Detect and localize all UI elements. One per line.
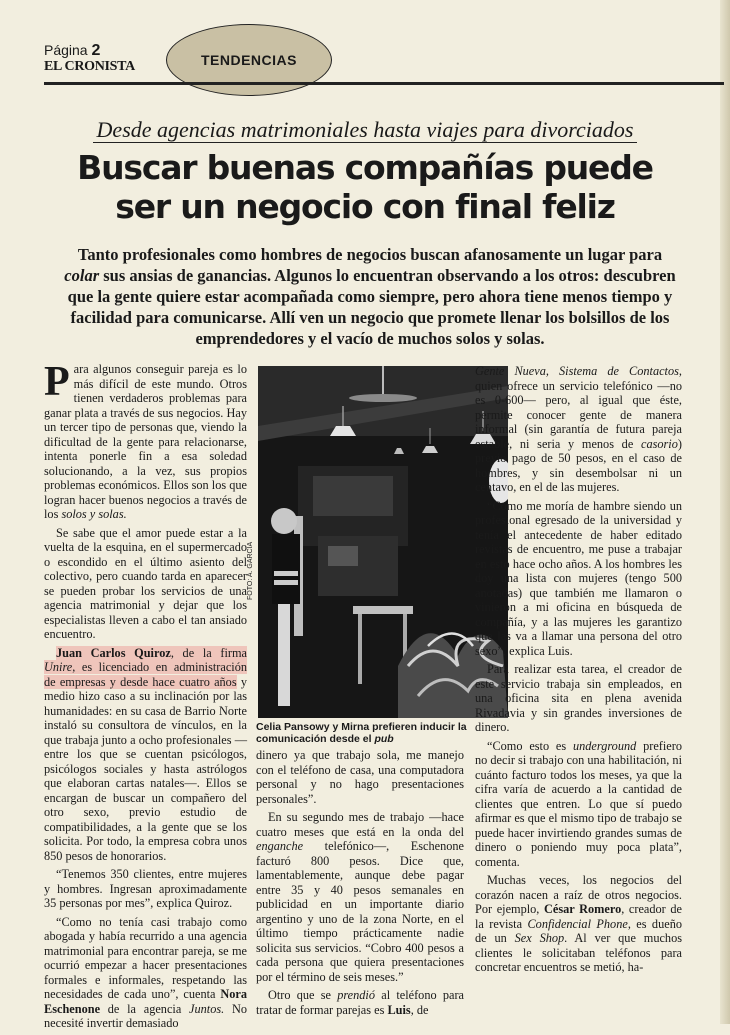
headline-line-2: ser un negocio con final feliz <box>115 187 615 226</box>
page-edge <box>720 0 730 1024</box>
column-2 <box>256 748 464 1021</box>
article-lede: Tanto profesionales como hombres de negocios buscan afanosamente un lugar para colar sus ansias de ganancias. Algunos lo encuentran observando a los otros: descubren que la gente quiere estar acompañada como siempre, pero ahora tiene menos tiempo y facilidad para comunicarse. Allí ven un negocio que promete llenar los bolsillos de los emprendedores y el vacío de muchos solos y solas. <box>64 245 676 348</box>
paragraph: Gente Nueva, Sistema de Contactos, quien ofrece un servicio telefónico —no es 0-600— pero, al igual que éste, permite conocer gente de manera informal (sin garantía de futura pareja estable, ni seria y menos de casorio) previo pago de 50 pesos, en el caso de hombres, y sin desembolsar ni un centavo, en el de las mujeres. <box>475 364 682 494</box>
paragraph: Otro que se prendió al teléfono para tratar de formar parejas es Luis, de <box>256 988 464 1017</box>
headline-line-1: Buscar buenas compañías puede <box>77 148 653 187</box>
paragraph: “Como esto es underground prefiero no decir si trabajo con una habilitación, ni cuánto facturo todos los meses, ya que la cifra varía de acuerdo a la cantidad de clientes que entren. Lo que sí puedo afirmar es que el mismo tipo de trabajo se puede hacer invirtiendo grandes sumas de dinero o poniendo muy poca plata”, comenta. <box>475 738 682 869</box>
highlighted-text: Juan Carlos Quiroz, de la firma Unire, es licenciado en administración de empresas y desde hace cuatro años <box>44 645 247 689</box>
paragraph: Muchas veces, los negocios del corazón nacen a raíz de otros negocios. Por ejemplo, César Romero, creador de la revista Confidencial Phone, es dueño de un Sex Shop. Al ver que muchos clientes le solicitaban teléfonos para concretar encuentros se metió, ha- <box>475 873 683 974</box>
paragraph: Para realizar esta tarea, el creador de este servicio trabaja sin empleados, en una oficina sita en plena avenida Rivadavia y sin grandes inversiones de dinero. <box>475 662 682 734</box>
article-photo <box>258 366 508 718</box>
paragraph: “Como me moría de hambre siendo un profesional egresado de la universidad y tenía el antecedente de haber editado revistas de encuentro, me puse a trabajar en esto hace ocho años. A los hombres les doy una lista con mujeres (tengo 500 anotadas) que también me llamaron o vinieron a mi oficina en búsqueda de compañía, y a las mujeres les garantizo que las va a llamar una persona del otro sexo”, explica Luis. <box>475 498 682 658</box>
paragraph: “Como no tenía casi trabajo como abogada y había recurrido a una agencia matrimonial para encontrar pareja, se me ocurrió empezar a hacer presentaciones formales e informales, respetando las necesidades de cada uno”, cuenta Nora Eschenone de la agencia Juntos. No necesité invertir demasiado <box>44 914 248 1030</box>
photo-credit: FOTO: A. GARCIA <box>247 541 254 600</box>
paragraph: dinero ya que trabajo sola, me manejo con el teléfono de casa, una computadora personal y no hago presentaciones personales”. <box>256 748 464 806</box>
paragraph: “Tenemos 350 clientes, entre mujeres y hombres. Ingresan aproximadamente 35 personas por mes”, explica Quiroz. <box>44 867 247 910</box>
newspaper-name: EL CRONISTA <box>44 59 135 74</box>
column-1 <box>44 359 248 1035</box>
column-3 <box>475 364 682 979</box>
photo-caption: Celia Pansowy y Mirna prefieren inducir la comunicación desde el pub <box>256 721 467 745</box>
paragraph: Para algunos conseguir pareja es lo más difícil de este mundo. Otros tienen verdaderos problemas para ganar plata a través de sus negocios. Hay un tercer tipo de personas que, viendo la dificultad de la gente para relacionarse, intenta ponerle fin a esa soledad solucionando, a la vez, sus propios problemas económicos. Ellos son los que logran hacer buenos negocios a través de los solos y solas. <box>44 359 247 521</box>
section-name: TENDENCIAS <box>200 52 297 68</box>
page-number-label: Página 2 <box>44 42 101 59</box>
section-tag <box>166 24 332 96</box>
paragraph: Juan Carlos Quiroz, de la firma Unire, es licenciado en administración de empresas y desde hace cuatro años y medio hizo caso a su inclinación por las humanidades: en su casa de Barrio Norte instaló su consultora de vínculos, en la que trabaja junto a ocho profesionales —entre los que se cuentan psicólogos, psicólogos sociales y hasta astrólogos que elaboran cartas natales—. Ellos se encargan de buscar un compañero del otro sexo, previo estudio de compatibilidades, a la gente que se los solicita. Por todo, la empresa cobra unos 850 pesos de honorarios. <box>44 645 247 863</box>
article-headline <box>30 148 700 226</box>
photo-image <box>258 366 508 718</box>
page-number: 2 <box>91 42 101 59</box>
article-kicker: Desde agencias matrimoniales hasta viajes para divorciados <box>0 117 730 143</box>
paragraph: Se sabe que el amor puede estar a la vuelta de la esquina, en el supermercado o escondido en el último asiento del colectivo, pero cuando tarda en aparecer se pueden probar los servicios de una agencia matrimonial y dejar que los especialistas lleven a cabo el tan ansiado encuentro. <box>44 525 247 641</box>
paragraph: En su segundo mes de trabajo —hace cuatro meses que está en la onda del enganche telefónico—, Eschenone facturó 800 pesos. Dice que, lamentablemente, aunque debe pagar entre 35 y 40 pesos semanales en publicidad en un importante diario argentino y uno de la zona Norte, en el último tiempo prácticamente nadie solicita sus servicios. “Cobro 400 pesos a cada persona que quiera presentaciones por el término de seis meses.” <box>256 810 465 984</box>
header-rule <box>44 82 724 85</box>
drop-cap: P <box>44 359 70 405</box>
